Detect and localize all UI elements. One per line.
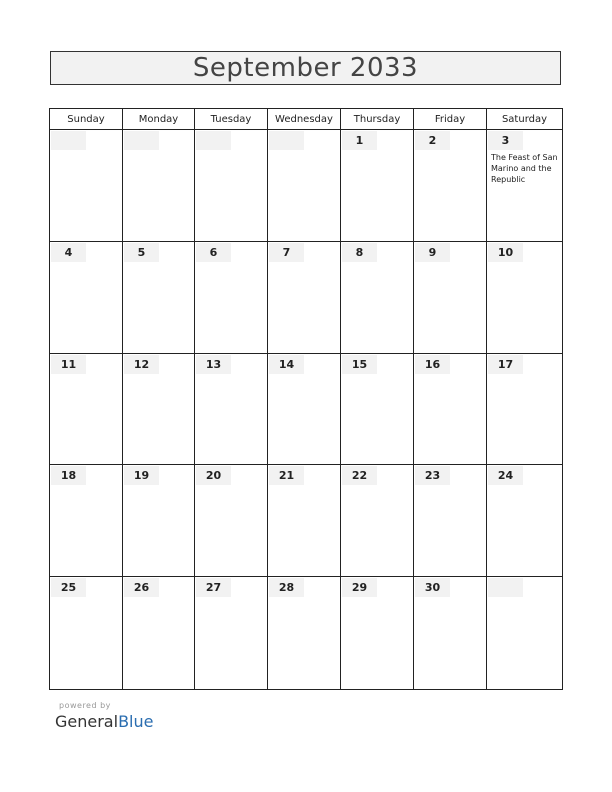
day-cell — [123, 354, 195, 466]
day-number: 1 — [342, 131, 377, 150]
day-number: 12 — [124, 355, 159, 374]
empty-day-label — [124, 131, 159, 150]
day-number: 21 — [269, 466, 304, 485]
day-cell — [123, 242, 195, 354]
day-cell — [268, 130, 341, 242]
weekday-header: Saturday — [487, 109, 562, 130]
day-cell — [414, 242, 487, 354]
day-cell — [50, 465, 123, 577]
day-number: 29 — [342, 578, 377, 597]
day-number: 22 — [342, 466, 377, 485]
calendar-grid — [49, 108, 563, 690]
day-number: 2 — [415, 131, 450, 150]
day-number: 10 — [488, 243, 523, 262]
day-cell — [123, 130, 195, 242]
empty-day-label — [269, 131, 304, 150]
day-number: 9 — [415, 243, 450, 262]
day-number: 8 — [342, 243, 377, 262]
day-number: 5 — [124, 243, 159, 262]
day-number: 17 — [488, 355, 523, 374]
empty-day-label — [51, 131, 86, 150]
day-cell — [50, 577, 123, 689]
day-number: 14 — [269, 355, 304, 374]
day-cell — [195, 465, 268, 577]
weekday-header: Thursday — [341, 109, 414, 130]
day-cell — [487, 130, 562, 242]
day-cell — [268, 465, 341, 577]
day-cell — [195, 577, 268, 689]
day-number: 24 — [488, 466, 523, 485]
weekday-header: Friday — [414, 109, 487, 130]
day-number: 16 — [415, 355, 450, 374]
holiday-event: The Feast of San Marino and the Republic — [491, 153, 558, 184]
day-cell — [341, 242, 414, 354]
day-cell — [341, 465, 414, 577]
day-number: 7 — [269, 243, 304, 262]
day-number: 13 — [196, 355, 231, 374]
calendar-title: September 2033 — [192, 53, 419, 83]
weekday-header: Wednesday — [268, 109, 341, 130]
day-number: 28 — [269, 578, 304, 597]
day-number: 26 — [124, 578, 159, 597]
day-cell — [195, 242, 268, 354]
day-cell — [50, 130, 123, 242]
day-number: 4 — [51, 243, 86, 262]
day-cell — [341, 130, 414, 242]
day-cell — [414, 577, 487, 689]
day-cell — [195, 130, 268, 242]
day-number: 23 — [415, 466, 450, 485]
day-cell — [50, 242, 123, 354]
weekday-header: Sunday — [50, 109, 123, 130]
calendar-title-box — [50, 51, 561, 85]
day-cell — [195, 354, 268, 466]
day-cell — [268, 354, 341, 466]
empty-day-label — [488, 578, 523, 597]
day-cell — [123, 465, 195, 577]
weekday-header: Tuesday — [195, 109, 268, 130]
generalblue-logo — [55, 712, 153, 731]
day-number: 20 — [196, 466, 231, 485]
day-number: 19 — [124, 466, 159, 485]
day-cell — [268, 577, 341, 689]
day-cell — [414, 130, 487, 242]
day-cell — [487, 242, 562, 354]
day-cell — [268, 242, 341, 354]
day-number: 18 — [51, 466, 86, 485]
brand-text-general: General — [55, 712, 119, 731]
day-number: 27 — [196, 578, 231, 597]
day-cell — [487, 465, 562, 577]
day-number: 30 — [415, 578, 450, 597]
powered-by-label: powered by — [59, 701, 111, 710]
day-number: 11 — [51, 355, 86, 374]
brand-text-blue: Blue — [118, 712, 154, 731]
day-cell — [50, 354, 123, 466]
empty-day-label — [196, 131, 231, 150]
day-number: 25 — [51, 578, 86, 597]
weekday-header: Monday — [123, 109, 195, 130]
day-number: 15 — [342, 355, 377, 374]
day-number: 3 — [488, 131, 523, 150]
day-cell — [414, 465, 487, 577]
day-number: 6 — [196, 243, 231, 262]
day-cell — [123, 577, 195, 689]
day-cell — [487, 577, 562, 689]
day-cell — [341, 577, 414, 689]
day-cell — [341, 354, 414, 466]
day-cell — [487, 354, 562, 466]
day-cell — [414, 354, 487, 466]
